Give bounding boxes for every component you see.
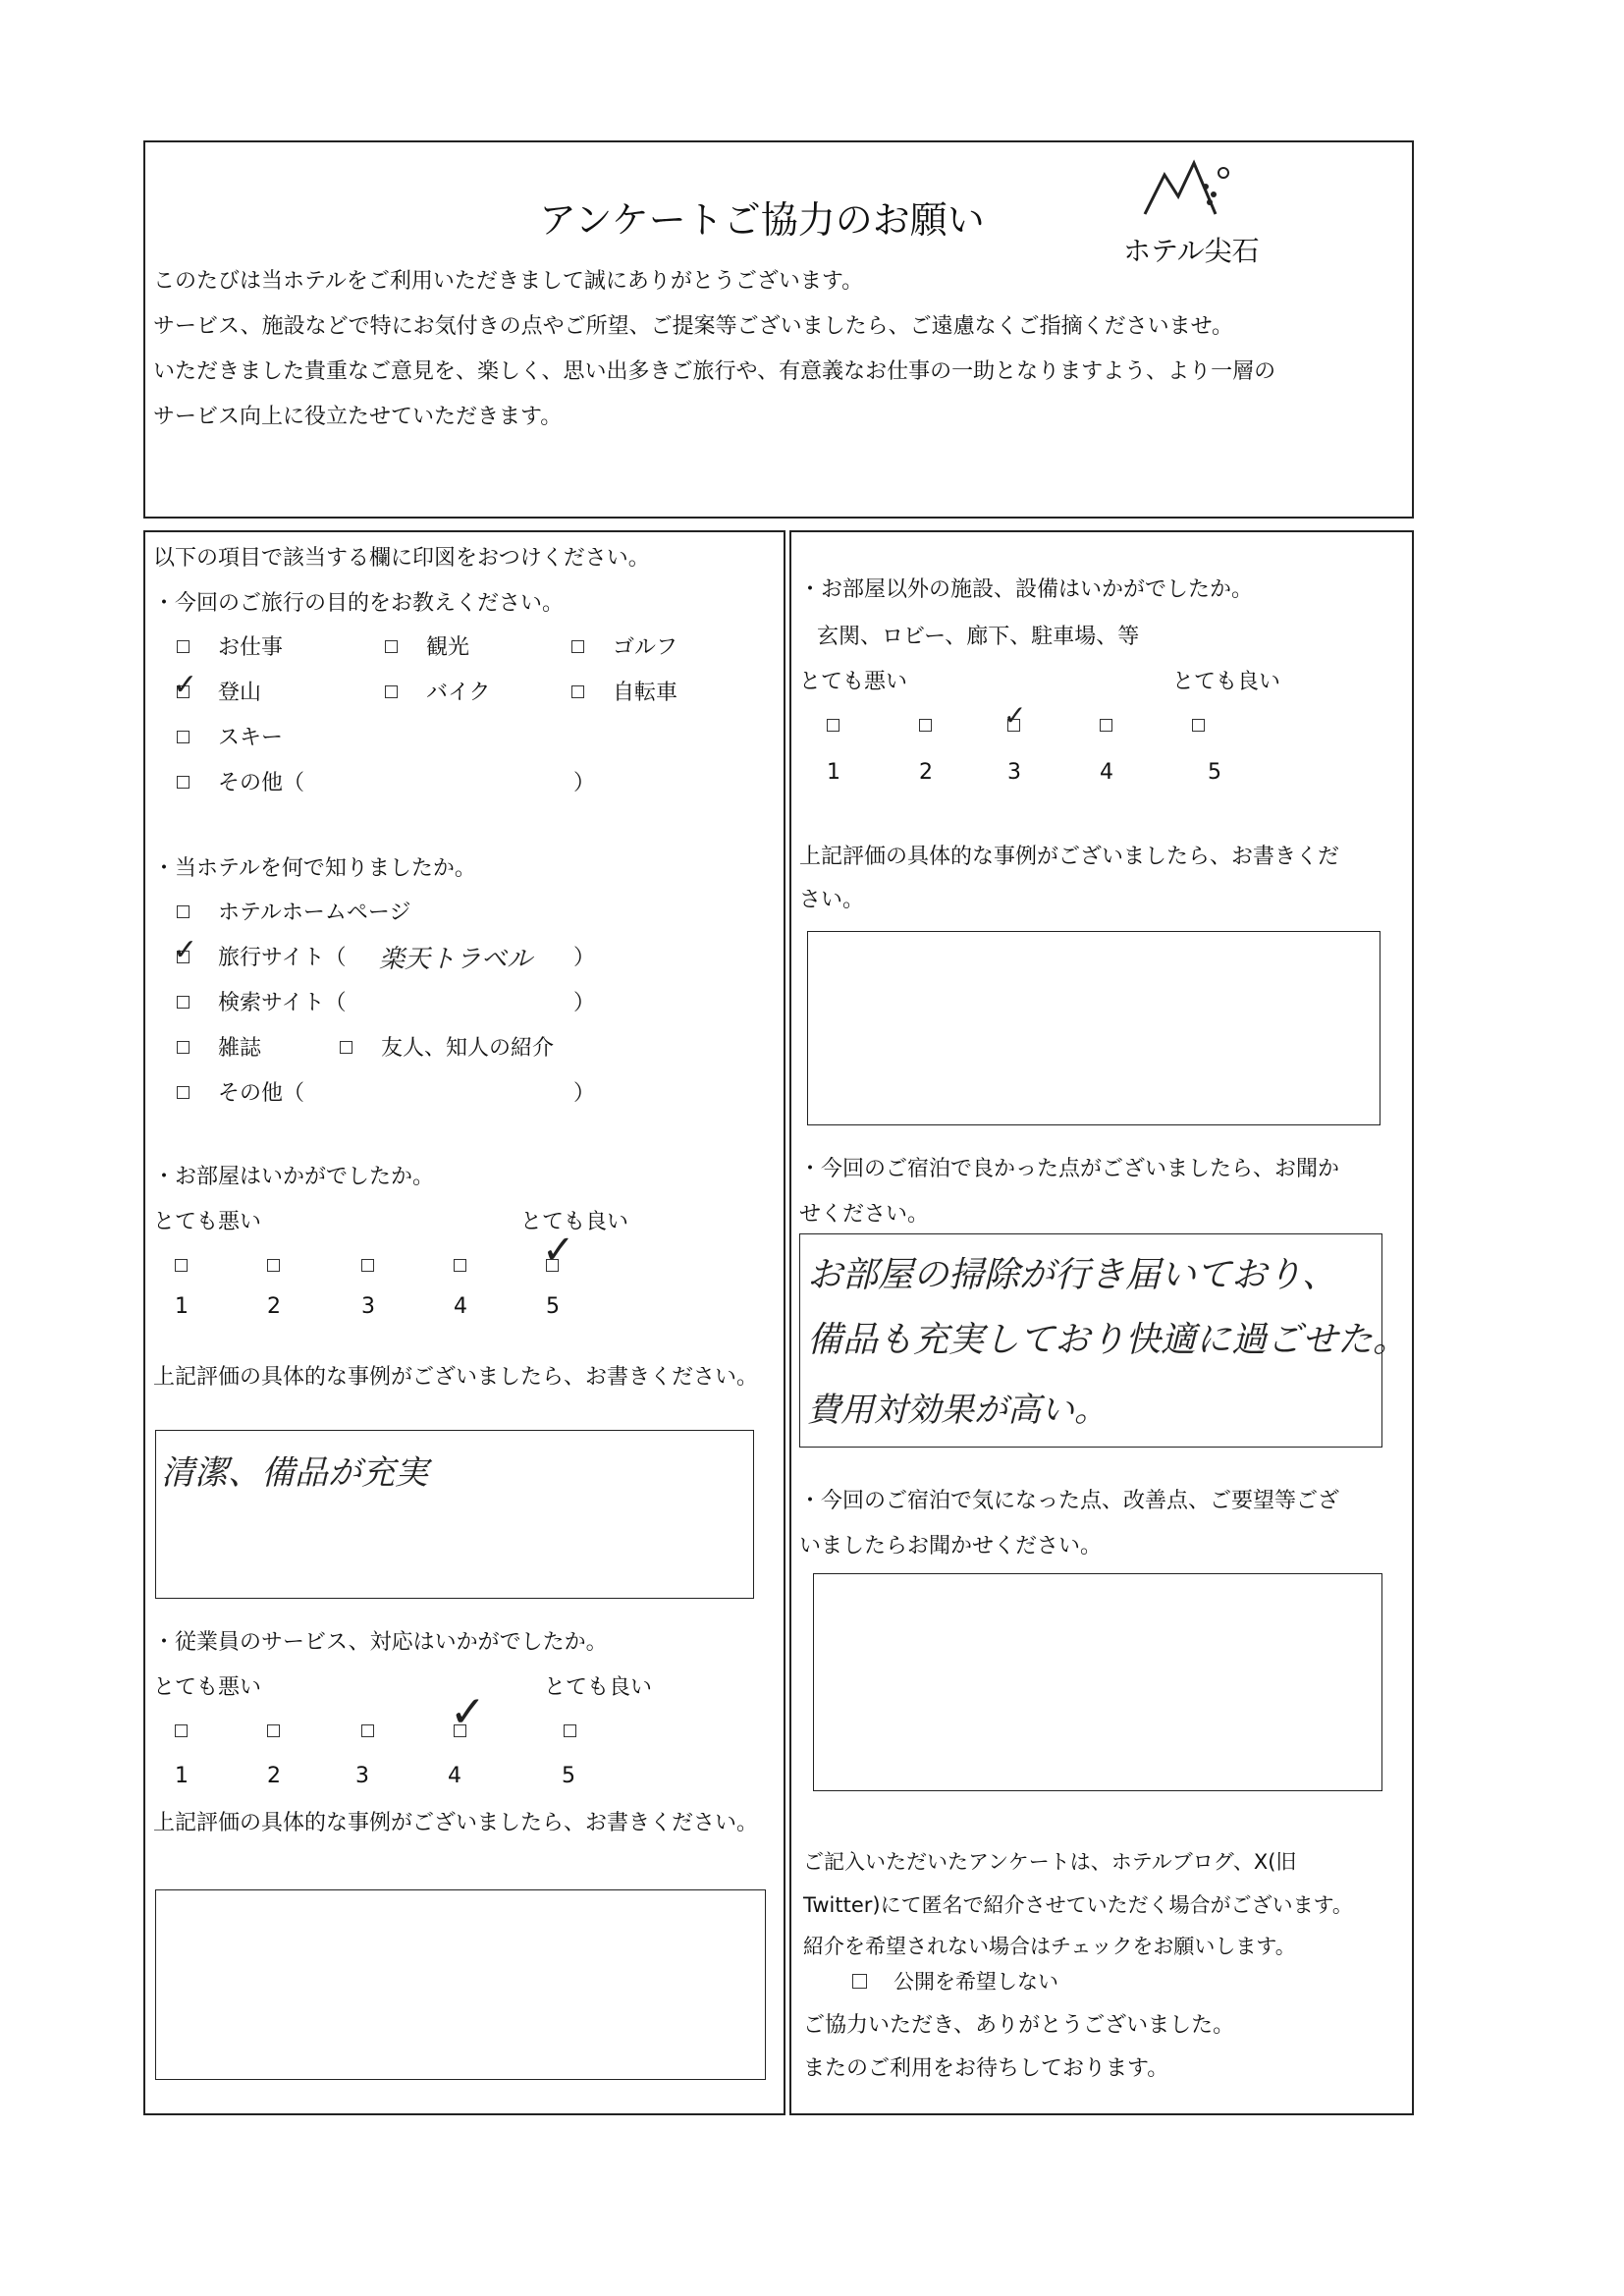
- good-question-2: せください。: [799, 1202, 930, 1227]
- purpose-label-golf: ゴルフ: [613, 635, 678, 660]
- purpose-checkbox-bike[interactable]: [385, 685, 398, 698]
- staff-rating-checkbox-1[interactable]: [175, 1724, 188, 1737]
- purpose-label-bicycle: 自転車: [613, 681, 678, 705]
- improve-question-2: いましたらお聞かせください。: [799, 1534, 1103, 1558]
- facility-scale-3: 3: [1007, 760, 1021, 785]
- facility-scale-5: 5: [1208, 760, 1221, 785]
- room-rating-checkbox-1[interactable]: [175, 1259, 188, 1272]
- room-comment-handwritten: 清潔、備品が充実: [161, 1453, 428, 1493]
- footer-line-1: ご記入いただいたアンケートは、ホテルブログ、X(旧: [803, 1850, 1297, 1874]
- facility-examples: 玄関、ロビー、廊下、駐車場、等: [817, 625, 1140, 649]
- page-title: アンケートご協力のお願い: [539, 198, 985, 242]
- room-scale-3: 3: [361, 1294, 375, 1319]
- room-rating-checkbox-4[interactable]: [454, 1259, 466, 1272]
- staff-comment-box[interactable]: [155, 1889, 766, 2080]
- purpose-label-climbing: 登山: [218, 681, 262, 705]
- room-rating-checkbox-3[interactable]: [361, 1259, 374, 1272]
- facility-rating-checkbox-5[interactable]: [1192, 719, 1205, 732]
- purpose-other-close: ）: [573, 771, 596, 795]
- intro-line-4: サービス向上に役立たせていただきます。: [153, 405, 563, 429]
- purpose-checkbox-work[interactable]: [177, 640, 189, 653]
- check-mark-icon: ✓: [173, 933, 198, 967]
- check-mark-icon: ✓: [1003, 699, 1027, 732]
- footer-thanks: ご協力いただき、ありがとうございました。: [803, 2013, 1235, 2038]
- source-other-close: ）: [573, 1081, 596, 1106]
- purpose-label-sightseeing: 観光: [426, 635, 470, 660]
- good-answer-line-1: お部屋の掃除が行き届いており、: [807, 1255, 1338, 1295]
- instruction-text: 以下の項目で該当する欄に印図をおつけください。: [153, 546, 650, 571]
- source-checkbox-magazine[interactable]: [177, 1041, 189, 1054]
- staff-scale-2: 2: [267, 1764, 281, 1788]
- purpose-question: ・今回のご旅行の目的をお教えください。: [153, 591, 565, 616]
- facility-comment-prompt-1: 上記評価の具体的な事例がございましたら、お書きくだ: [799, 845, 1340, 869]
- mountain-logo-icon: [1108, 155, 1265, 232]
- source-label-magazine: 雑誌: [218, 1036, 262, 1061]
- room-scale-4: 4: [454, 1294, 467, 1319]
- staff-scale-3: 3: [355, 1764, 369, 1788]
- room-question: ・お部屋はいかがでしたか。: [153, 1165, 435, 1189]
- source-label-homepage: ホテルホームページ: [218, 901, 411, 925]
- source-label-other: その他（: [218, 1081, 305, 1106]
- handwritten-travel-site: 楽天トラベル: [379, 945, 533, 974]
- source-travel-site-close: ）: [573, 946, 596, 970]
- hotel-logo: [1108, 155, 1265, 265]
- intro-line-3: いただきました貴重なご意見を、楽しく、思い出多きご旅行や、有意義なお仕事の一助となりますよう、より一層の: [153, 359, 1276, 384]
- left-panel: [143, 530, 785, 2115]
- check-mark-icon: ✓: [173, 668, 198, 702]
- source-checkbox-other[interactable]: [177, 1086, 189, 1099]
- good-question-1: ・今回のご宿泊で良かった点がございましたら、お聞か: [799, 1157, 1340, 1181]
- purpose-label-work: お仕事: [218, 635, 284, 660]
- staff-scale-4: 4: [448, 1764, 461, 1788]
- source-search-site-close: ）: [573, 991, 596, 1015]
- facility-scale-2: 2: [919, 760, 933, 785]
- staff-comment-prompt: 上記評価の具体的な事例がございましたら、お書きください。: [153, 1811, 759, 1835]
- purpose-label-other: その他（: [218, 771, 305, 795]
- staff-scale-1: 1: [175, 1764, 189, 1788]
- facility-scale-4: 4: [1100, 760, 1113, 785]
- source-label-friend: 友人、知人の紹介: [381, 1036, 555, 1061]
- good-answer-line-2: 備品も充実しており快適に過ごせた。: [807, 1320, 1409, 1360]
- room-scale-5: 5: [546, 1294, 560, 1319]
- source-label-travel-site: 旅行サイト（: [218, 946, 347, 970]
- improve-answer-box[interactable]: [813, 1573, 1382, 1791]
- facility-scale-1: 1: [827, 760, 840, 785]
- logo-text: ホテル尖石: [1123, 235, 1260, 267]
- room-bad-label: とても悪い: [153, 1210, 262, 1234]
- facility-comment-prompt-2: さい。: [799, 888, 865, 912]
- source-checkbox-friend[interactable]: [340, 1041, 352, 1054]
- footer-line-3: 紹介を希望されない場合はチェックをお願いします。: [803, 1935, 1296, 1958]
- intro-line-2: サービス、施設などで特にお気付きの点やご所望、ご提案等ございましたら、ご遠慮なくご指摘くださいませ。: [153, 314, 1234, 339]
- facility-rating-checkbox-2[interactable]: [919, 719, 932, 732]
- opt-out-checkbox[interactable]: [852, 1974, 867, 1989]
- check-mark-icon: ✓: [542, 1228, 575, 1273]
- staff-question: ・従業員のサービス、対応はいかがでしたか。: [153, 1630, 608, 1655]
- facility-question: ・お部屋以外の施設、設備はいかがでしたか。: [799, 577, 1254, 602]
- purpose-checkbox-other[interactable]: [177, 776, 189, 789]
- room-scale-1: 1: [175, 1294, 189, 1319]
- source-question: ・当ホテルを何で知りましたか。: [153, 856, 476, 881]
- purpose-checkbox-ski[interactable]: [177, 731, 189, 743]
- purpose-label-bike: バイク: [426, 681, 491, 705]
- room-scale-2: 2: [267, 1294, 281, 1319]
- purpose-checkbox-sightseeing[interactable]: [385, 640, 398, 653]
- good-answer-line-3: 費用対効果が高い。: [807, 1391, 1108, 1430]
- staff-bad-label: とても悪い: [153, 1675, 262, 1700]
- room-rating-checkbox-2[interactable]: [267, 1259, 280, 1272]
- purpose-checkbox-bicycle[interactable]: [571, 685, 584, 698]
- facility-rating-checkbox-1[interactable]: [827, 719, 839, 732]
- staff-rating-checkbox-5[interactable]: [564, 1724, 576, 1737]
- source-checkbox-search-site[interactable]: [177, 996, 189, 1009]
- facility-comment-box[interactable]: [807, 931, 1380, 1125]
- room-good-label: とても良い: [520, 1210, 629, 1234]
- source-label-search-site: 検索サイト（: [218, 991, 347, 1015]
- facility-bad-label: とても悪い: [799, 670, 908, 694]
- footer-closing: またのご利用をお待ちしております。: [803, 2056, 1169, 2081]
- improve-question-1: ・今回のご宿泊で気になった点、改善点、ご要望等ござ: [799, 1489, 1340, 1513]
- facility-good-label: とても良い: [1172, 670, 1281, 694]
- staff-scale-5: 5: [562, 1764, 575, 1788]
- purpose-checkbox-golf[interactable]: [571, 640, 584, 653]
- staff-rating-checkbox-3[interactable]: [361, 1724, 374, 1737]
- footer-line-2: Twitter)にて匿名で紹介させていただく場合がございます。: [803, 1893, 1353, 1917]
- room-comment-prompt: 上記評価の具体的な事例がございましたら、お書きください。: [153, 1365, 759, 1390]
- staff-rating-checkbox-2[interactable]: [267, 1724, 280, 1737]
- source-checkbox-homepage[interactable]: [177, 905, 189, 918]
- facility-rating-checkbox-4[interactable]: [1100, 719, 1112, 732]
- staff-good-label: とても良い: [544, 1675, 653, 1700]
- opt-out-label: 公開を希望しない: [893, 1970, 1058, 1994]
- check-mark-icon: ✓: [450, 1687, 486, 1737]
- purpose-label-ski: スキー: [218, 726, 284, 750]
- intro-line-1: このたびは当ホテルをご利用いただきまして誠にありがとうございます。: [153, 269, 864, 294]
